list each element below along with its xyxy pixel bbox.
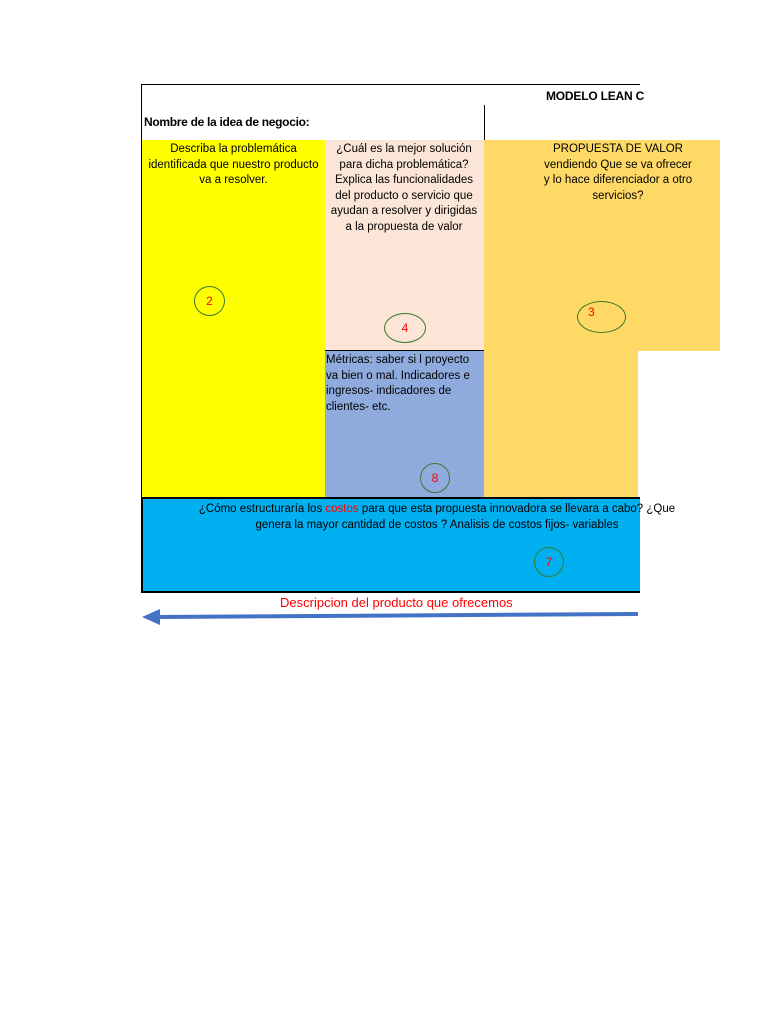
- solution-line: Explica las funcionalidades: [334, 174, 474, 186]
- costs-highlight: costos: [325, 503, 359, 515]
- metrics-line: Métricas: saber si l proyecto: [326, 354, 470, 366]
- business-name-cell[interactable]: [484, 105, 640, 141]
- metrics-line: ingresos- indicadores de: [326, 385, 452, 397]
- business-name-row: [141, 105, 485, 141]
- value-proposition-block[interactable]: [484, 140, 693, 499]
- left-arrow-icon: [142, 606, 640, 628]
- costs-line: [147, 502, 727, 518]
- page-title: MODELO LEAN C: [546, 89, 645, 103]
- business-name-label: Nombre de la idea de negocio:: [144, 115, 310, 129]
- value-line: vendiendo Que se va ofrecer: [544, 158, 692, 171]
- costs-text: [147, 502, 727, 533]
- costs-number-circle: 7: [534, 547, 564, 577]
- solution-text: [325, 142, 483, 235]
- metrics-text: [326, 353, 484, 415]
- problem-line: Describa la problemática: [170, 143, 297, 155]
- solution-line: ¿Cuál es la mejor solución: [336, 143, 472, 155]
- solution-block[interactable]: [325, 140, 485, 351]
- solution-line: a la propuesta de valor: [345, 220, 463, 233]
- problem-block[interactable]: [141, 140, 326, 499]
- costs-text-after: para que esta propuesta innovadora se llevara a cabo? ¿Que: [358, 503, 676, 515]
- value-line: PROPUESTA DE VALOR: [553, 143, 683, 155]
- value-line: servicios?: [592, 189, 644, 202]
- metrics-number-circle: 8: [420, 463, 450, 493]
- value-line: y lo hace diferenciador a otro: [543, 174, 693, 186]
- solution-number-circle: 4: [384, 313, 426, 343]
- costs-line: genera la mayor cantidad de costos ? Analisis de costos fijos- variables: [255, 518, 619, 531]
- problem-line: va a resolver.: [199, 174, 268, 186]
- metrics-line: clientes- etc.: [326, 400, 391, 413]
- problem-line: identificada que nuestro producto: [148, 158, 319, 171]
- title-row: [141, 84, 645, 106]
- costs-block[interactable]: [141, 497, 676, 593]
- value-text: [488, 142, 748, 204]
- product-description-label: Descripcion del producto que ofrecemos: [280, 595, 513, 610]
- costs-text-before: ¿Cómo estructuraría los: [198, 503, 326, 515]
- solution-line: para dicha problemática?: [339, 158, 469, 171]
- metrics-line: va bien o mal. Indicadores e: [326, 369, 470, 382]
- problem-number-circle: 2: [194, 286, 225, 316]
- metrics-block[interactable]: [325, 350, 485, 499]
- value-number-circle: 3: [577, 301, 626, 333]
- problem-text: [142, 142, 325, 189]
- solution-line: del producto o servicio que: [335, 189, 473, 202]
- solution-line: ayudan a resolver y dirigidas: [330, 205, 478, 217]
